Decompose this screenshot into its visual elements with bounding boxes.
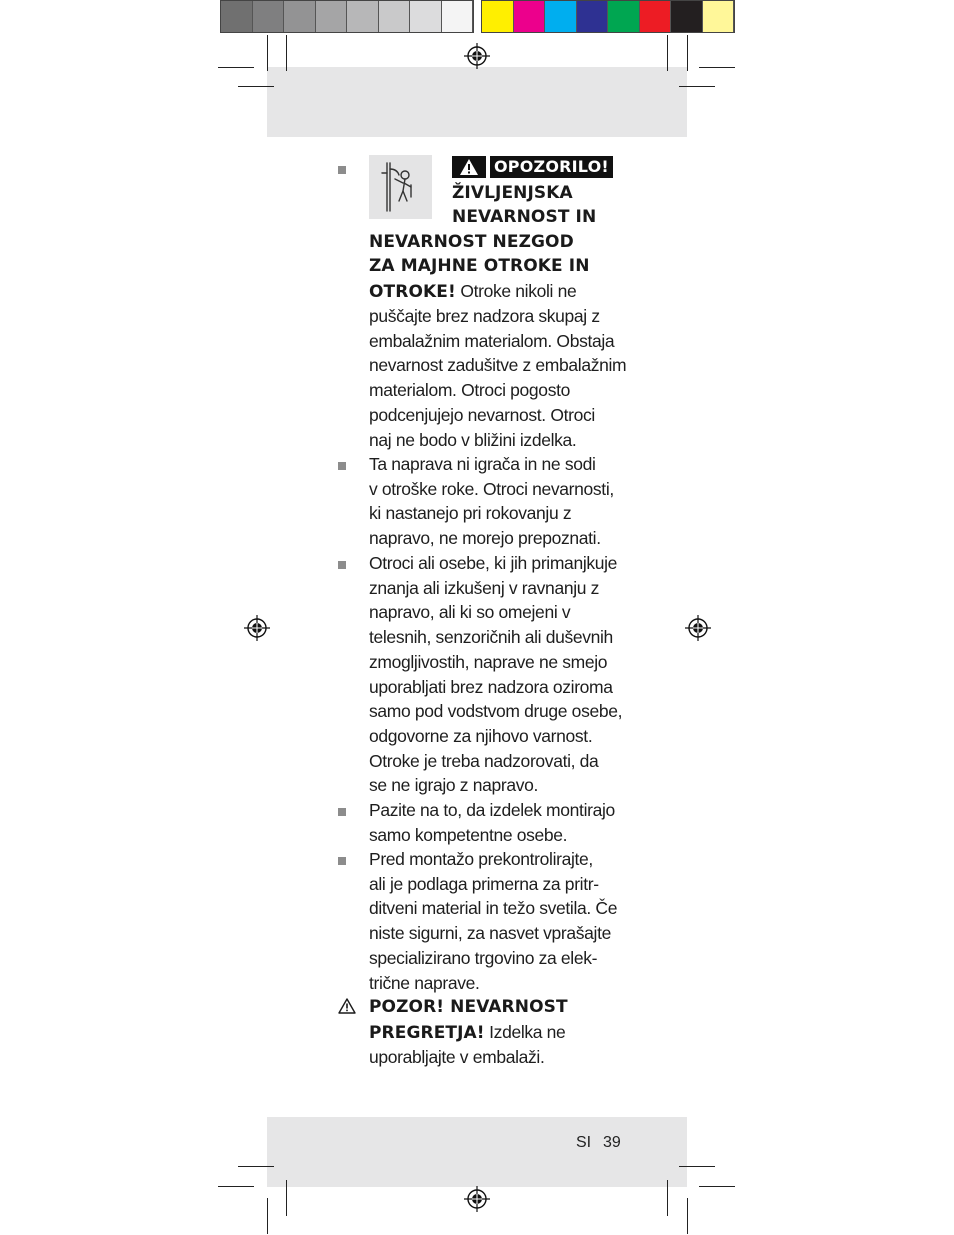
crop-mark — [286, 35, 287, 71]
warning-triangle-icon — [338, 998, 356, 1014]
text-line: ki nastanejo pri rokovanju z — [369, 503, 572, 524]
gray-swatch — [347, 1, 379, 32]
text-line: embalažnim materialom. Obstaja — [369, 330, 615, 351]
process-color-bar — [481, 0, 735, 33]
text-line: Pred montažo prekontrolirajte, — [369, 849, 593, 869]
page-number: 39 — [603, 1134, 621, 1151]
bullet — [338, 166, 346, 174]
warning-heading-last-line — [369, 279, 576, 305]
text-line: v otroške roke. Otroci nevarnosti, — [369, 478, 614, 499]
gray-swatch — [410, 1, 442, 32]
bullet — [338, 561, 346, 569]
registration-mark-icon — [685, 615, 711, 641]
text-line: ali je podlaga primerna za pritr- — [369, 873, 599, 894]
crop-mark — [267, 35, 268, 71]
crop-mark — [218, 67, 254, 68]
registration-mark-icon — [464, 1186, 490, 1212]
text-line: trične naprave. — [369, 972, 480, 993]
color-swatch — [703, 1, 735, 32]
crop-mark — [679, 86, 715, 87]
warning-badge — [452, 156, 613, 178]
color-swatch — [514, 1, 546, 32]
list-item — [369, 798, 629, 847]
gray-swatch — [284, 1, 316, 32]
crop-mark — [267, 1198, 268, 1234]
warning-heading-line: ŽIVLJENJSKA — [452, 183, 573, 203]
text-line: Ta naprava ni igrača in ne sodi — [369, 454, 596, 474]
warning-body — [369, 304, 629, 452]
warning-heading-line: NEVARNOST IN — [452, 207, 597, 227]
crop-mark — [667, 1180, 668, 1216]
text-line: niste sigurni, za nasvet vprašajte — [369, 923, 611, 944]
text-line: materialom. Otroci pogosto — [369, 380, 570, 401]
caution-text: Izdelka ne — [484, 1022, 566, 1042]
text-line: napravo, ali ki so omejeni v — [369, 602, 571, 623]
crop-mark — [218, 1186, 254, 1187]
warning-heading-line: ZA MAJHNE OTROKE IN — [369, 256, 590, 276]
text-line: podcenjujejo nevarnost. Otroci — [369, 404, 595, 425]
text-line: uporabljati brez nadzora oziroma — [369, 676, 613, 697]
text-line: puščajte brez nadzora skupaj z — [369, 306, 600, 326]
caution-text-line: uporabljajte v embalaži. — [369, 1047, 545, 1067]
list-item — [369, 847, 629, 995]
gray-swatch — [221, 1, 253, 32]
list-item — [369, 452, 629, 551]
gray-swatch — [379, 1, 411, 32]
crop-mark — [679, 1166, 715, 1167]
crop-mark — [699, 1186, 735, 1187]
language-code: SI — [576, 1134, 592, 1151]
crop-mark — [238, 1166, 274, 1167]
caution-heading-line: POZOR! NEVARNOST — [369, 997, 568, 1017]
color-swatch — [608, 1, 640, 32]
text-line: zmogljivostih, naprave ne smejo — [369, 651, 608, 672]
text-line: ditveni material in težo svetila. Če — [369, 898, 618, 919]
registration-mark-icon — [464, 43, 490, 69]
color-swatch — [482, 1, 514, 32]
caution-heading-end: PREGRETJA! — [369, 1023, 485, 1043]
text-line: naj ne bodo v bližini izdelka. — [369, 429, 577, 450]
gray-swatch — [316, 1, 348, 32]
bullet — [338, 808, 346, 816]
bullet — [338, 462, 346, 470]
gray-swatch — [442, 1, 474, 32]
warning-heading-line: NEVARNOST NEZGOD — [369, 232, 574, 252]
color-swatch — [640, 1, 672, 32]
list-item — [369, 551, 629, 798]
child-hazard-icon — [369, 155, 432, 219]
text-line: znanja ali izkušenj v ravnanju z — [369, 577, 600, 598]
warning-heading-end: OTROKE! — [369, 282, 456, 302]
gray-color-bar — [220, 0, 474, 33]
registration-mark-icon — [244, 615, 270, 641]
color-swatch — [671, 1, 703, 32]
crop-mark — [687, 1198, 688, 1234]
text-line: specializirano trgovino za elek- — [369, 947, 598, 968]
text-line: Pazite na to, da izdelek montirajo — [369, 800, 615, 820]
text-line: Otroci ali osebe, ki jih primanjkuje — [369, 553, 618, 573]
bullet — [338, 857, 346, 865]
text-line: samo pod vodstvom druge osebe, — [369, 701, 623, 722]
gray-swatch — [253, 1, 285, 32]
text-line: telesnih, senzoričnih ali duševnih — [369, 627, 613, 648]
text-line: nevarnost zadušitve z embalažnim — [369, 355, 627, 376]
footer-band — [267, 1117, 687, 1187]
crop-mark — [238, 86, 274, 87]
warning-body-start: Otroke nikoli ne — [455, 281, 577, 301]
color-swatch — [545, 1, 577, 32]
crop-mark — [699, 67, 735, 68]
text-line: samo kompetentne osebe. — [369, 824, 568, 845]
crop-mark — [286, 1180, 287, 1216]
text-line: Otroke je treba nadzorovati, da — [369, 750, 599, 771]
warning-triangle-icon — [452, 156, 486, 178]
caution-line — [369, 1020, 565, 1046]
text-line: se ne igrajo z napravo. — [369, 775, 539, 796]
color-swatch — [577, 1, 609, 32]
text-line: napravo, ne morejo prepoznati. — [369, 528, 601, 549]
header-band — [267, 67, 687, 137]
crop-mark — [687, 35, 688, 71]
crop-mark — [667, 35, 668, 71]
warning-label: OPOZORILO! — [490, 156, 613, 178]
text-line: odgovorne za njihovo varnost. — [369, 725, 593, 746]
